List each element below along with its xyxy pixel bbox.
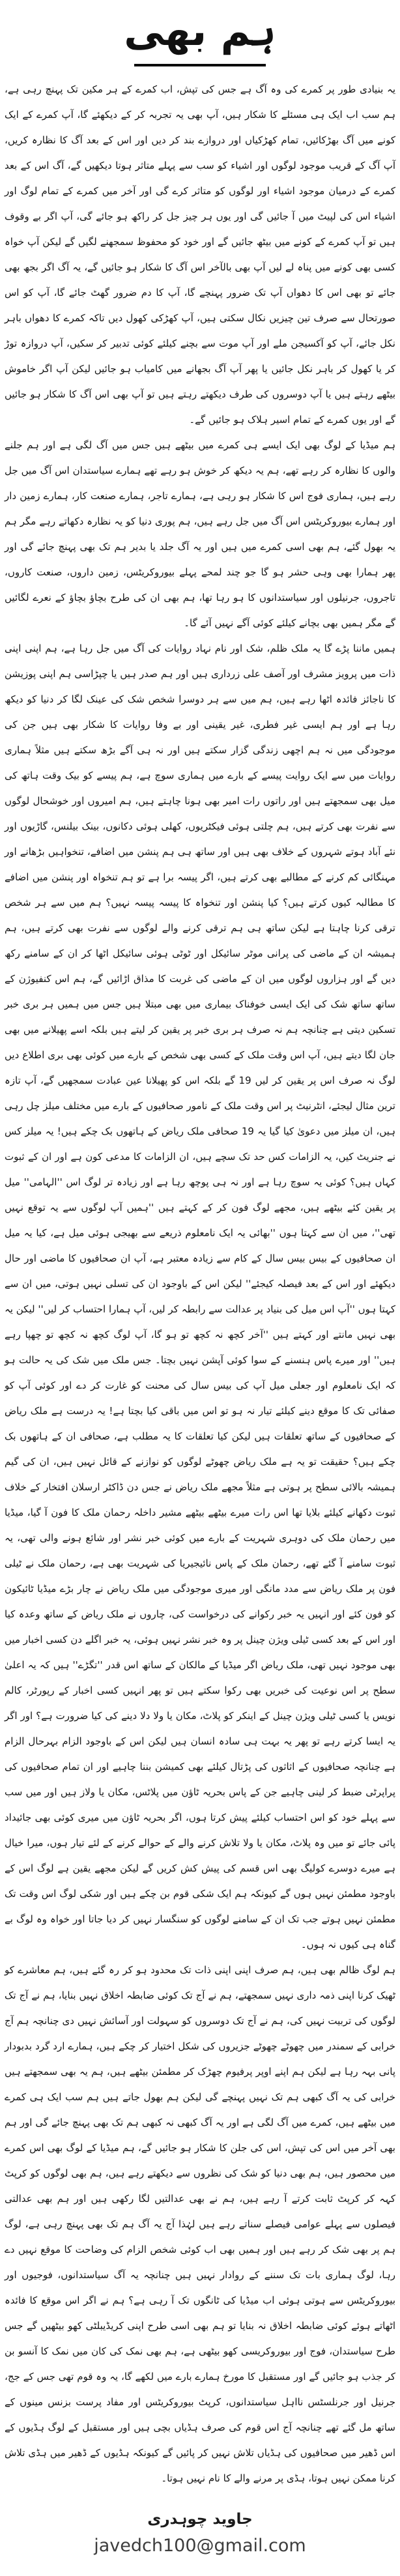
masthead (5, 1, 395, 66)
author-name: جاوید چوہدری (147, 2510, 253, 2528)
author-email: javedch100@gmail.com (94, 2536, 306, 2556)
signature-block (5, 2508, 395, 2556)
article-paragraph: یہ بنیادی طور پر کمرے کی وہ آگ ہے جس کی تپش، اب کمرے کے ہر مکین تک پہنچ رہی ہے، ہم سب اب ایک ہی مسئلے کا شکار ہیں، آپ بھی یہ تجربہ کر کے دیکھئے گا، آپ کمرے کے ایک کونے میں آگ بھڑکائیں، تمام کھڑکیاں اور دروازے بند کر دیں اور اس کے بعد آگ کا نظارہ کریں، آپ آگ کے قریب موجود لوگوں اور اشیاء کو سب سے پہلے متاثر ہوتا دیکھیں گے، آگ اس کے بعد کمرے کے درمیان موجود اشیاء اور لوگوں کو متاثر کرے گی اور آخر میں کمرے کے تمام لوگ اور اشیاء اس کی لپیٹ میں آ جائیں گی اور یوں ہر چیز جل کر راکھ ہو جائے گی، آپ اگر بے وقوف ہیں تو آپ کمرے کے کونے میں بیٹھ جائیں گے اور خود کو محفوظ سمجھنے لگیں گے لیکن آپ خواہ کسی بھی کونے میں پناہ لے لیں آپ بھی بالآخر اس آگ کا شکار ہو جائیں گے، یہ آگ اگر بجھ بھی جائے تو بھی اس کا دھواں آپ تک ضرور پہنچے گا، آپ کا دم ضرور گھٹ جائے گا، آپ کو اس صورتحال سے صرف تین چیزیں نکال سکتی ہیں، آپ کھڑکی کھول دیں تاکہ کمرے کا دھواں باہر نکل جائے، آپ کو آکسیجن ملے اور آپ موت سے بچنے کیلئے کوئی تدبیر کر سکیں، آپ دروازہ توڑ کر یا کھول کر باہر نکل جائیں یا پھر آپ آگ بجھانے میں کامیاب ہو جائیں لیکن آپ اگر خاموش بیٹھے رہتے ہیں یا آپ دوسروں کی طرف دیکھتے رہتے ہیں تو آپ بھی اس آگ کا شکار ہو جائیں گے اور یوں کمرے کے تمام اسیر ہلاک ہو جائیں گے۔ (5, 83, 395, 426)
article-paragraph: ہمیں ماننا پڑے گا یہ ملک ظلم، شک اور نام نہاد روایات کی آگ میں جل رہا ہے، ہم اپنی اپنی ذات میں پرویز مشرف اور آصف علی زرداری ہیں اور ہم صدر ہیں یا چپڑاسی ہم اپنی پوزیشن کا ناجائز فائدہ اٹھا رہے ہیں، ہم میں سے ہر دوسرا شخص شک کی عینک لگا کر دنیا کو دیکھ رہا ہے اور ہم ایسی غیر فطری، غیر یقینی اور بے وفا روایات کا شکار بھی ہیں جن کی موجودگی میں نہ ہم اچھی زندگی گزار سکتے ہیں اور نہ ہی آگے بڑھ سکتے ہیں مثلاً ہماری روایات میں سے ایک روایت پیسے کے بارے میں ہماری سوچ ہے، ہم پیسے کو بیک وقت ہاتھ کی میل بھی سمجھتے ہیں اور راتوں رات امیر بھی ہونا چاہتے ہیں، ہم امیروں اور خوشحال لوگوں سے نفرت بھی کرتے ہیں، ہم چلتی ہوئی فیکٹریوں، کھلی ہوئی دکانوں، بینک بیلنس، گاڑیوں اور نئے آباد ہوتے شہروں کے خلاف بھی ہیں اور ساتھ ہی ہم پنشن میں اضافے، تنخواہیں بڑھانے اور مہنگائی کم کرنے کے مطالبے بھی کرتے ہیں، اگر پیسہ برا ہے تو ہم تنخواہ اور پنشن میں اضافے کا مطالبہ کیوں کرتے ہیں؟ کیا پنشن اور تنخواہ کا پیسہ پیسہ نہیں؟ ہم میں سے ہر شخص ترقی کرنا چاہتا ہے لیکن ساتھ ہی ہم ترقی کرنے والے لوگوں سے نفرت بھی کرتے ہیں، ہم ہمیشہ ان کے ماضی کی پرانی موٹر سائیکل اور ٹوٹی ہوئی سائیکل اٹھا کر ان کے سامنے رکھ دیں گے اور ہزاروں لوگوں میں ان کے ماضی کی غربت کا مذاق اڑائیں گے، ہم اس کنفیوژن کے ساتھ ساتھ شک کی ایک ایسی خوفناک بیماری میں بھی مبتلا ہیں جس میں ہمیں ہر بری خبر تسکین دیتی ہے چنانچہ ہم نہ صرف ہر بری خبر پر یقین کر لیتے ہیں بلکہ اسے پھیلانے میں بھی جان لگا دیتے ہیں، آپ اس وقت ملک کے کسی بھی شخص کے بارے میں کوئی بھی بری اطلاع دیں لوگ نہ صرف اس پر یقین کر لیں 19 گے بلکہ اس کو پھیلانا عین عبادت سمجھیں گے، آپ تازہ ترین مثال لیجئے، انٹرنیٹ پر اس وقت ملک کے نامور صحافیوں کے بارے میں مختلف میلز چل رہی ہیں، ان میلز میں دعویٰ کیا گیا یہ 19 صحافی ملک ریاض کے ہاتھوں بک چکے ہیں! یہ میلز کس نے جنریٹ کیں، یہ الزامات کس حد تک سچے ہیں، ان الزامات کا مدعی کون ہے اور ان کے ثبوت کہاں ہیں؟ کوئی یہ سوچ رہا ہے اور نہ ہی پوچھ رہا ہے اور زیادہ تر لوگ اس ''الہامی'' میل پر یقین کئے بیٹھے ہیں، مجھے لوگ فون کر کے کہتے ہیں ''ہمیں آپ لوگوں سے یہ توقع نہیں تھی''، میں ان سے کہتا ہوں ''بھائی یہ ایک نامعلوم ذریعے سے بھیجی ہوئی میل ہے، کیا یہ میل ان صحافیوں کے بیس بیس سال کے کام سے زیادہ معتبر ہے، آپ ان صحافیوں کا ماضی اور حال دیکھئے اور اس کے بعد فیصلہ کیجئے'' لیکن اس کے باوجود ان کی تسلی نہیں ہوتی، میں ان سے کہتا ہوں ''آپ اس میل کی بنیاد پر عدالت سے رابطہ کر لیں، آپ ہمارا احتساب کر لیں'' لیکن یہ بھی نہیں مانتے اور کہتے ہیں ''آخر کچھ نہ کچھ تو ہو گا، آپ لوگ کچھ نہ کچھ تو چھپا رہے ہیں'' اور میرے پاس ہنسنے کے سوا کوئی آپشن نہیں بچتا۔ جس ملک میں شک کی یہ حالت ہو کہ ایک نامعلوم اور جعلی میل آپ کی بیس سال کی محنت کو غارت کر دے اور کوئی آپ کو صفائی تک کا موقع دینے کیلئے تیار نہ ہو تو اس میں باقی کیا بچتا ہے! یہ درست ہے ملک ریاض کے صحافیوں کے ساتھ تعلقات ہیں لیکن کیا تعلقات کا یہ مطلب ہے، صحافی ان کے ہاتھوں بک چکے ہیں؟ حقیقت تو یہ ہے ملک ریاض چھوٹے لوگوں کو نوازنے کے قائل نہیں ہیں، ان کی گیم ہمیشہ بالائی سطح پر ہوتی ہے مثلاً مجھے ملک ریاض نے جس دن ڈاکٹر ارسلان افتخار کے خلاف ثبوت دکھانے کیلئے بلایا تھا اس رات میرے بیٹھے بیٹھے مشیر داخلہ رحمان ملک کا فون آ گیا، میڈیا میں رحمان ملک کی دوہری شہریت کے بارے میں کوئی خبر نشر اور شائع ہونے والی تھی، یہ ثبوت سامنے آ گئے تھے، رحمان ملک کے پاس نائیجیریا کی شہریت بھی ہے، رحمان ملک نے ٹیلی فون پر ملک ریاض سے مدد مانگی اور میری موجودگی میں ملک ریاض نے چار بڑے میڈیا ٹائیکون کو فون کئے اور انہیں یہ خبر رکوانے کی درخواست کی، چاروں نے ملک ریاض کے ساتھ وعدہ کیا اور اس کے بعد کسی ٹیلی ویژن چینل پر وہ خبر نشر نہیں ہوئی، یہ خبر اگلے دن کسی اخبار میں بھی موجود نہیں تھی، ملک ریاض اگر میڈیا کے مالکان کے ساتھ اس قدر ''تگڑے'' ہیں کہ یہ اعلیٰ سطح پر اس نوعیت کی خبریں بھی رکوا سکتے ہیں تو پھر انہیں کسی اخبار کے رپورٹر، کالم نویس یا کسی ٹیلی ویژن چینل کے اینکر کو پلاٹ، مکان یا ولا دلا دینے کی کیا ضرورت ہے؟ اور اگر یہ ایسا کرتے رہے تو پھر یہ بہت ہی سادہ انسان ہیں لیکن اس کے باوجود الزام بہرحال الزام ہے چنانچہ صحافیوں کے اثاثوں کی پڑتال کیلئے بھی کمیشن بننا چاہیے اور ان تمام صحافیوں کی پراپرٹی ضبط کر لینی چاہیے جن کے پاس بحریہ ٹاؤن میں پلاٹس، مکان یا ولاز ہیں اور میں سب سے پہلے خود کو اس احتساب کیلئے پیش کرتا ہوں، اگر بحریہ ٹاؤن میں میری کوئی بھی جائیداد پائی جائے تو میں وہ پلاٹ، مکان یا ولا تلاش کرنے والے کے حوالے کرنے کے لئے تیار ہوں، میرا خیال ہے میرے دوسرے کولیگ بھی اس قسم کی پیش کش کریں گے لیکن مجھے یقین ہے لوگ اس کے باوجود مطمئن نہیں ہوں گے کیونکہ ہم ایک شکی قوم بن چکے ہیں اور شکی لوگ اس وقت تک مطمئن نہیں ہوتے جب تک ان کے سامنے لوگوں کو سنگسار نہیں کر دیا جاتا اور خواہ وہ لوگ بے گناہ ہی کیوں نہ ہوں۔ (5, 643, 395, 1950)
article-body (5, 77, 395, 2491)
article-paragraph: ہم میڈیا کے لوگ بھی ایک ایسے ہی کمرے میں بیٹھے ہیں جس میں آگ لگی ہے اور ہم جلنے والوں کا نظارہ کر رہے تھے، ہم یہ دیکھ کر خوش ہو رہے تھے ہمارے سیاستدان اس آگ میں جل رہے ہیں، ہماری فوج اس کا شکار ہو رہی ہے، ہمارے تاجر، ہمارے صنعت کار، ہمارے زمین دار اور ہمارے بیوروکریٹس اس آگ میں جل رہے ہیں، ہم پوری دنیا کو یہ نظارہ دکھاتے رہے مگر ہم یہ بھول گئے، ہم بھی اسی کمرے میں ہیں اور یہ آگ جلد یا بدیر ہم تک بھی پہنچ جائے گی اور پھر ہمارا بھی وہی حشر ہو گا جو چند لمحے پہلے بیوروکریٹس، زمین داروں، صنعت کاروں، تاجروں، جرنیلوں اور سیاستدانوں کا ہو رہا تھا، ہم بھی ان کی طرح بچاؤ بچاؤ کے نعرے لگائیں گے مگر ہمیں بھی بچانے کیلئے کوئی آگے نہیں آئے گا۔ (5, 439, 395, 629)
page-title: ہم بھی (124, 7, 276, 55)
title-underline-rule (134, 64, 266, 66)
article-paragraph: ہم لوگ ظالم بھی ہیں، ہم صرف اپنی اپنی ذات تک محدود ہو کر رہ گئے ہیں، ہم معاشرے کو ٹھیک کرنا اپنی ذمہ داری نہیں سمجھتے، ہم نے آج تک کوئی ضابطہ اخلاق نہیں بنایا، ہم نے آج تک لوگوں کی تربیت نہیں کی، ہم نے آج تک دوسروں کو سہولت اور آسائش نہیں دی چنانچہ ہم آج خرابی کے سمندر میں چھوٹے چھوٹے جزیروں کی شکل اختیار کر چکے ہیں، ہمارے ارد گرد بدبودار پانی بہہ رہا ہے لیکن ہم اپنے اوپر پرفیوم چھڑک کر مطمئن بیٹھے ہیں، ہم یہ بھی سمجھتے ہیں خرابی کی یہ آگ کبھی ہم تک نہیں پہنچے گی لیکن ہم بھول جاتے ہیں ہم سب ایک ہی کمرے میں بیٹھے ہیں، کمرے میں آگ لگی ہے اور یہ آگ کبھی نہ کبھی ہم تک بھی پہنچ جائے گی اور ہم بھی آخر میں اس کی تپش، اس کی جلن کا شکار ہو جائیں گے، ہم میڈیا کے لوگ بھی اس کمرے میں محصور ہیں، ہم بھی دنیا کو شک کی نظروں سے دیکھتے رہے ہیں، ہم بھی لوگوں کو کرپٹ کہہ کر کرپٹ ثابت کرتے آ رہے ہیں، ہم نے بھی عدالتیں لگا رکھی ہیں اور ہم بھی عدالتی فیصلوں سے پہلے عوامی فیصلے سناتے رہے ہیں لہٰذا آج یہ آگ ہم تک بھی پہنچ رہی ہے، لوگ ہم پر بھی شک کر رہے ہیں اور ہمیں بھی اب کوئی شخص الزام کی وضاحت کا موقع نہیں دے رہا، لوگ ہماری بات تک سننے کے روادار نہیں ہیں چنانچہ یہ آگ سیاستدانوں، فوجیوں اور بیوروکریٹس سے ہوتی ہوئی اب میڈیا کی ٹانگوں تک آ رہی ہے؟ ہم نے اگر اس موقع کا فائدہ اٹھاتے ہوئے کوئی ضابطہ اخلاق نہ بنایا تو ہم بھی اسی طرح اپنی کریڈیبلٹی کھو بیٹھیں گے جس طرح سیاستدان، فوج اور بیوروکریسی کھو بیٹھی ہے، ہم بھی نمک کی کان میں نمک کا آنسو بن کر جذب ہو جائیں گے اور مستقبل کا مورخ ہمارے بارے میں لکھے گا، یہ وہ قوم تھی جس کے جج، جرنیل اور جرنلسٹس نااہل سیاستدانوں، کرپٹ بیوروکریٹس اور مفاد پرست بزنس مینوں کے ساتھ مل گئے تھے چنانچہ آج اس قوم کی صرف ہڈیاں بچی ہیں اور مستقبل کے لوگ ہڈیوں کے اس ڈھیر میں صحافیوں کی ہڈیاں تلاش نہیں کر پائیں گے کیونکہ ہڈیوں کے ڈھیر میں ہڈی تلاش کرنا ممکن نہیں ہوتا، ہڈی پر مرنے والے کا نام نہیں ہوتا۔ (5, 1964, 395, 2484)
